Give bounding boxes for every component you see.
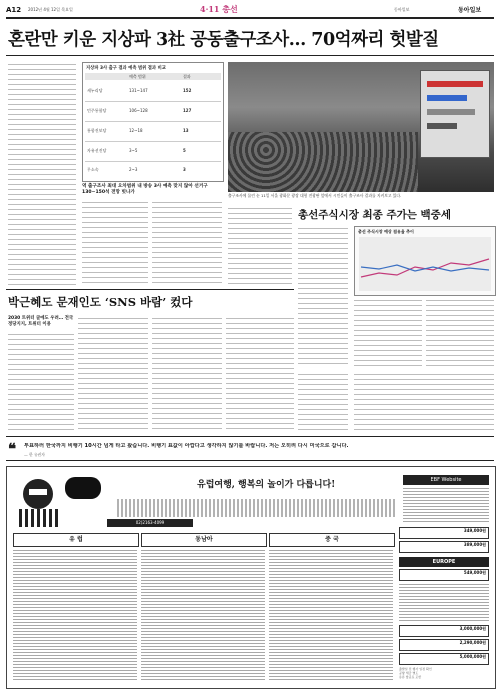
- table-row: [85, 82, 221, 102]
- table-cell-result: 5: [183, 148, 186, 153]
- table-cell-range: 12~18: [129, 128, 143, 133]
- crowd-people: [228, 132, 418, 192]
- ad-brand-slogan: 유럽여행, 행복의 놀이가 다릅니다!: [197, 480, 336, 490]
- quote-rule-top: [6, 436, 494, 437]
- display-bar: [427, 109, 475, 115]
- region-tab-southeast-asia: 동남아: [141, 533, 267, 547]
- ad-europe-banner: EUROPE: [399, 557, 489, 567]
- ad-europe-listings: [13, 549, 137, 681]
- article-column-5: [298, 226, 348, 366]
- brand-logo: 동아일보: [458, 7, 482, 14]
- page-number: A12: [6, 6, 22, 14]
- ad-illustration: [13, 473, 103, 527]
- price-tag: 349,000원: [399, 527, 489, 539]
- ad-pattern-strip: [117, 499, 397, 517]
- table-row: [85, 122, 221, 142]
- price-tag: 549,000원: [399, 569, 489, 581]
- table-header: 결과: [183, 74, 191, 79]
- price-tag: 5,000,000원: [399, 653, 489, 665]
- price-tag: 3,000,000원: [399, 625, 489, 637]
- quote-text: 투표하러 한국까지 비행기 10시간 넘게 타고 왔습니다. 비행기 표값이 아깝다고 생각하지 않기를 바랍니다. 저는 오히려 다시 미국으로 갑니다.: [24, 443, 349, 449]
- article-column-10: [152, 316, 222, 432]
- publisher: 동아일보: [394, 7, 410, 12]
- table-cell-result: 3: [183, 167, 186, 172]
- table-cell-result: 127: [183, 108, 192, 113]
- article-column-13: [354, 372, 494, 432]
- main-headline: 혼란만 키운 지상파 3社 공동출구조사… 70억짜리 헛발질: [8, 30, 439, 50]
- article-column-3: [152, 200, 222, 285]
- headline-rule: [6, 55, 494, 56]
- quote-credit: — 한 유권자: [24, 452, 45, 457]
- ad-right-listings: [399, 583, 489, 623]
- display-bar: [427, 81, 483, 87]
- table-cell-range: 131~147: [129, 88, 148, 93]
- fine-print-line: 유류 할증료 포함: [399, 675, 422, 679]
- display-bar: [427, 123, 457, 129]
- quote-rule-bottom: [6, 460, 494, 461]
- travel-advertisement: [6, 466, 496, 689]
- table-cell-party: 무소속: [87, 167, 99, 172]
- display-bar: [427, 95, 467, 101]
- region-tab-europe: 유 럽: [13, 533, 139, 547]
- sns-headline: 박근혜도 문재인도 ‘SNS 바람’ 컸다: [8, 295, 193, 309]
- ad-regions-header: [13, 533, 393, 545]
- table-cell-result: 13: [183, 128, 189, 133]
- quote-mark-icon: ❝: [8, 440, 17, 458]
- stock-chart: [354, 226, 496, 296]
- article-column-1: [8, 62, 76, 287]
- fine-print-line: 공항 세금 별도: [399, 671, 419, 675]
- article-column-11: [226, 316, 294, 432]
- stocks-headline: 총선주식시장 최종 주가는 백중세: [298, 209, 451, 221]
- center-subhead: 역 출구조사 최대 오차범위 내 방송 3사 예측 맞지 않아 선거구 130~150석 전망 빗나가: [82, 184, 208, 195]
- results-table: [82, 62, 224, 182]
- ad-right-text: [403, 487, 489, 523]
- table-cell-result: 152: [183, 88, 192, 93]
- issue-date: 2012년 4월 12일 목요일: [28, 7, 73, 12]
- ad-phone: 02)2163-4099: [107, 519, 193, 527]
- table-header-row: [85, 73, 221, 80]
- article-column-8: [8, 332, 74, 432]
- table-row: [85, 102, 221, 122]
- ad-character-body: [19, 509, 59, 527]
- article-column-9: [78, 316, 148, 432]
- fine-print-line: 출발일 전 행사 일정 확인: [399, 667, 432, 671]
- price-tag: 2,290,000원: [399, 639, 489, 651]
- ad-right-panel: [399, 527, 489, 682]
- stock-chart-title: 총선 주식시장 예상 점유율 추이: [358, 229, 414, 234]
- screen-display: [420, 70, 490, 158]
- ad-fine-print: [399, 667, 489, 681]
- header-rule: [6, 17, 494, 19]
- crowd-photo: [228, 62, 494, 192]
- table-cell-range: 3~5: [129, 148, 138, 153]
- article-column-2: [82, 200, 148, 285]
- ad-right-header: EBF Website: [403, 475, 489, 485]
- table-title: 지상파 3사 출구 결과 예측 범위 결과 비교: [86, 66, 166, 71]
- region-tab-china: 중 국: [269, 533, 395, 547]
- article-column-12: [298, 372, 348, 432]
- photo-caption: 출구조사에 몰린 눈 11일 서울 광화문 광장 대형 전광판 앞에서 시민들이 출구조사 결과를 지켜보고 있다.: [228, 193, 402, 198]
- ad-china-listings: [269, 549, 393, 681]
- article-column-6: [354, 298, 422, 366]
- price-tag: 389,000원: [399, 541, 489, 553]
- table-header: 예측 범위: [129, 74, 146, 79]
- article-column-4: [228, 206, 292, 286]
- page-header: [6, 4, 494, 16]
- table-cell-party: 민주통합당: [87, 108, 107, 113]
- sns-subhead: 2030 트위터 글에도 우려… 전국 정당지지, 트위터 이용: [8, 316, 74, 327]
- table-cell-party: 자유선진당: [87, 148, 107, 153]
- table-cell-party: 새누리당: [87, 88, 103, 93]
- table-cell-party: 통합진보당: [87, 128, 107, 133]
- ad-logo-bubble: [65, 477, 101, 499]
- ad-asia-listings: [141, 549, 265, 681]
- article-column-7: [426, 298, 494, 366]
- table-row: [85, 142, 221, 162]
- section-rule: [6, 289, 294, 290]
- stock-chart-svg: [359, 237, 491, 291]
- table-row: [85, 162, 221, 179]
- table-cell-range: 106~128: [129, 108, 148, 113]
- section-title: 4·11 총선: [200, 4, 238, 14]
- ad-character-glasses: [29, 489, 47, 495]
- table-cell-range: 2~3: [129, 167, 138, 172]
